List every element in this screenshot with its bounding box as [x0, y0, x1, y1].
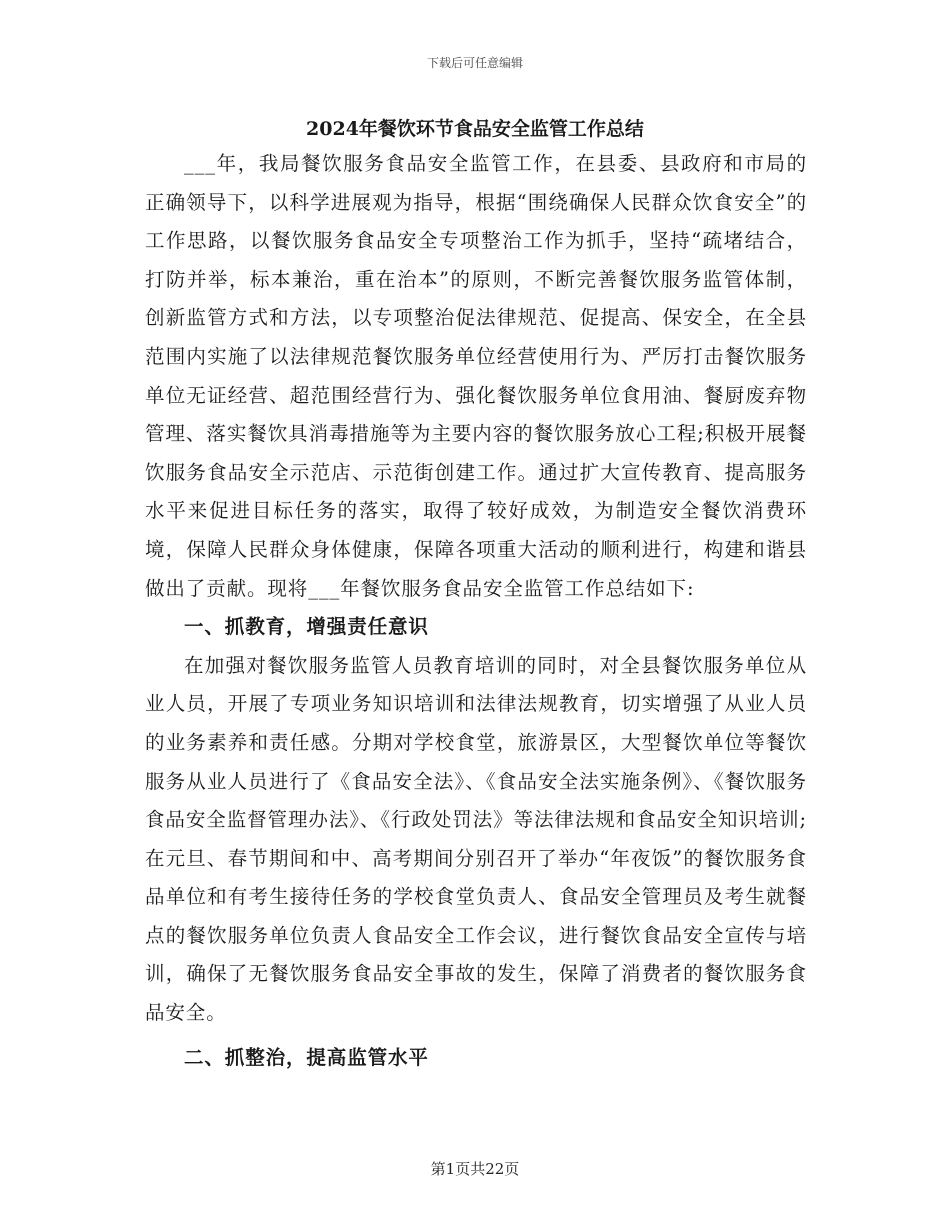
- document-title: 2024年餐饮环节食品安全监管工作总结: [306, 118, 644, 140]
- section-heading-education: 一、抓教育，增强责任意识: [184, 615, 429, 639]
- page-number: 第1页共22页: [430, 1160, 520, 1178]
- section-heading-rectification: 二、抓整治，提高监管水平: [184, 1045, 429, 1069]
- paragraph-intro: ___年，我局餐饮服务食品安全监管工作，在县委、县政府和市局的正确领导下，以科学进展观为指导，根据“围绕确保人民群众饮食安全”的工作思路，以餐饮服务食品安全专项整治工作为抓手，坚持“疏堵结合，打防并举，标本兼治，重在治本”的原则，不断完善餐饮服务监管体制，创新监管方式和方法，以专项整治促法律规范、促提高、保安全，在全县范围内实施了以法律规范餐饮服务单位经营使用行为、严厉打击餐饮服务单位无证经营、超范围经营行为、强化餐饮服务单位食用油、餐厨废弃物管理、落实餐饮具消毒措施等为主要内容的餐饮服务放心工程;积极开展餐饮服务食品安全示范店、示范街创建工作。通过扩大宣传教育、提高服务水平来促进目标任务的落实，取得了较好成效，为制造安全餐饮消费环境，保障人民群众身体健康，保障各项重大活动的顺利进行，构建和谐县做出了贡献。现将___年餐饮服务食品安全监管工作总结如下:: [145, 152, 807, 600]
- paragraph-education: 在加强对餐饮服务监管人员教育培训的同时，对全县餐饮服务单位从业人员，开展了专项业务知识培训和法律法规教育，切实增强了从业人员的业务素养和责任感。分期对学校食堂，旅游景区，大型餐饮单位等餐饮服务从业人员进行了《食品安全法》、《食品安全法实施条例》、《餐饮服务食品安全监督管理办法》、《行政处罚法》等法律法规和食品安全知识培训;在元旦、春节期间和中、高考期间分别召开了举办“年夜饭”的餐饮服务食品单位和有考生接待任务的学校食堂负责人、食品安全管理员及考生就餐点的餐饮服务单位负责人食品安全工作会议，进行餐饮食品安全宣传与培训，确保了无餐饮服务食品安全事故的发生，保障了消费者的餐饮服务食品安全。: [145, 653, 807, 1025]
- document-body: [145, 145, 807, 1077]
- header-note: 下载后可任意编辑: [426, 56, 523, 70]
